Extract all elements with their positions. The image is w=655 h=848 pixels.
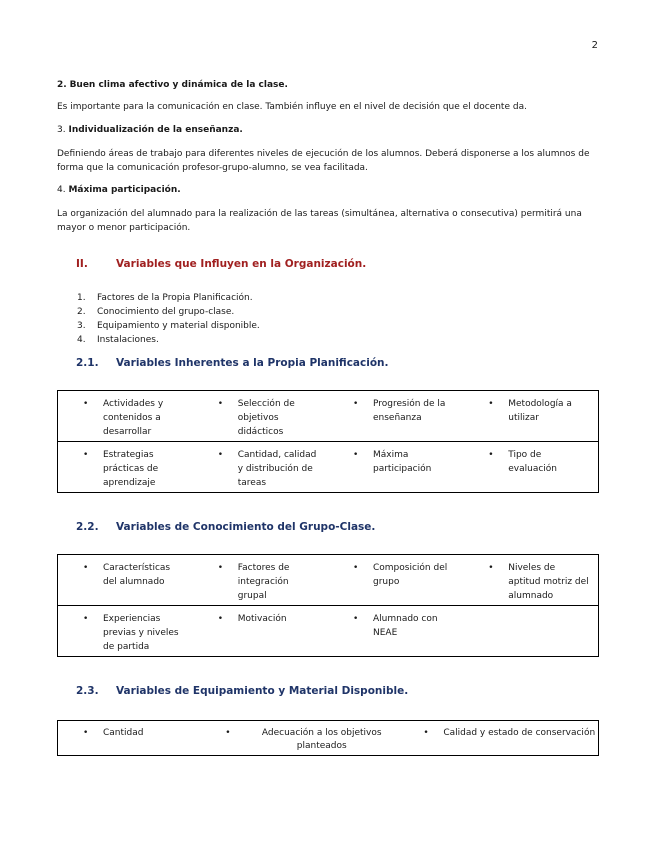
table-cell: Niveles de aptitud motriz del alumnado xyxy=(508,563,589,601)
table-cell: Factores de integración grupal xyxy=(237,563,290,601)
table-cell: Composición del grupo xyxy=(373,563,448,587)
subsection-heading-2-2 xyxy=(76,521,375,533)
subsection-title: Variables de Equipamiento y Material Disponible. xyxy=(116,685,409,697)
heading-maxima-participacion xyxy=(57,183,602,197)
table-cell: Tipo de evaluación xyxy=(508,450,558,474)
list-item: 2. Conocimiento del grupo-clase. xyxy=(77,307,235,317)
table-cell: Metodología a utilizar xyxy=(508,399,572,423)
paragraph-individualizacion: Definiendo áreas de trabajo para diferentes niveles de ejecución de los alumnos. Deberá disponerse a los alumnos de forma que la comunicación profesor-grupo-alumno, se vea facilitada. xyxy=(57,149,590,173)
subsection-number: 2.1. xyxy=(76,357,99,369)
subsection-number: 2.3. xyxy=(76,685,99,697)
table-row: • Estrategias prácticas de aprendizaje • Cantidad, calidad y distribución de tareas • Máxima participación • Tipo de evaluación xyxy=(58,442,599,493)
paragraph-maxima-participacion: La organización del alumnado para la realización de las tareas (simultánea, alternativa o consecutiva) permitirá una mayor o menor participación. xyxy=(57,209,582,233)
list-item: 3. Equipamiento y material disponible. xyxy=(77,321,260,331)
list-item: 1. Factores de la Propia Planificación. xyxy=(77,293,253,303)
table-cell: Progresión de la enseñanza xyxy=(373,399,446,423)
heading-number: 4. xyxy=(57,185,66,195)
table-cell: Motivación xyxy=(237,614,287,624)
heading-buen-clima xyxy=(57,78,602,92)
table-row: • Experiencias previas y niveles de partida • Motivación • Alumnado con NEAE xyxy=(58,606,599,657)
page-number: 2 xyxy=(591,40,598,51)
section-heading-variables xyxy=(76,258,366,270)
subsection-title: Variables Inherentes a la Propia Planificación. xyxy=(116,357,389,369)
table-cell: Características del alumnado xyxy=(103,563,171,587)
table-row: • Actividades y contenidos a desarrollar • Selección de objetivos didácticos • Progresión de la enseñanza • Metodología a utilizar xyxy=(58,391,599,442)
factors-list xyxy=(77,291,260,347)
table-grupo-clase xyxy=(57,554,599,657)
table-equipamiento xyxy=(57,720,599,756)
table-cell: Actividades y contenidos a desarrollar xyxy=(103,399,164,437)
table-cell: Adecuación a los objetivos planteados xyxy=(261,728,382,751)
heading-number: 2. xyxy=(57,80,67,90)
subsection-heading-2-1 xyxy=(76,357,389,369)
table-row: • Cantidad • Adecuación a los objetivos planteados • Calidad y estado de conservación xyxy=(58,721,599,756)
subsection-number: 2.2. xyxy=(76,521,99,533)
heading-title: Máxima participación. xyxy=(68,185,181,195)
section-title: Variables que Influyen en la Organización. xyxy=(116,258,367,270)
subsection-title: Variables de Conocimiento del Grupo-Clase. xyxy=(116,521,376,533)
table-cell: Calidad y estado de conservación xyxy=(443,728,596,738)
table-cell: Selección de objetivos didácticos xyxy=(237,399,295,437)
subsection-heading-2-3 xyxy=(76,685,408,697)
list-item: 4. Instalaciones. xyxy=(77,335,159,345)
table-cell: Estrategias prácticas de aprendizaje xyxy=(103,450,159,488)
table-cell: Alumnado con NEAE xyxy=(373,614,438,638)
heading-individualizacion xyxy=(57,123,602,137)
heading-title: Buen clima afectivo y dinámica de la clase. xyxy=(69,80,288,90)
table-cell: Cantidad, calidad y distribución de tareas xyxy=(237,450,317,488)
table-planificacion xyxy=(57,390,599,493)
heading-number: 3. xyxy=(57,125,66,135)
table-row: • Características del alumnado • Factores de integración grupal • Composición del grupo • Niveles de aptitud motriz del alumnado xyxy=(58,555,599,606)
table-cell: Cantidad xyxy=(103,728,144,738)
heading-title: Individualización de la enseñanza. xyxy=(68,125,243,135)
table-cell: Experiencias previas y niveles de partida xyxy=(103,614,179,652)
section-number: II. xyxy=(76,258,88,270)
paragraph-buen-clima: Es importante para la comunicación en clase. También influye en el nivel de decisión que el docente da. xyxy=(57,102,527,112)
table-cell: Máxima participación xyxy=(373,450,432,474)
